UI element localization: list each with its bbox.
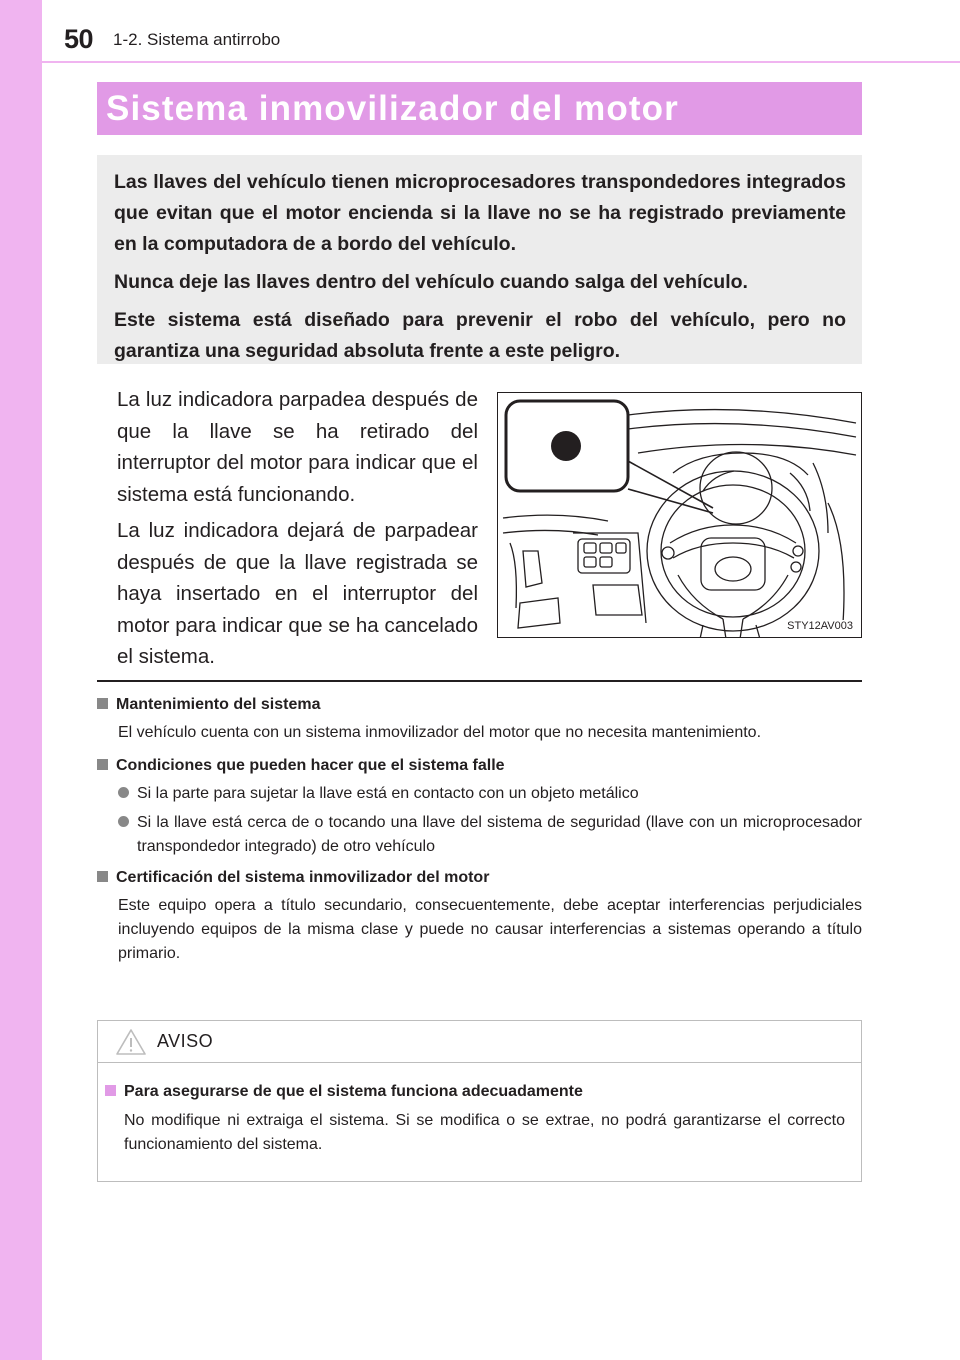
square-bullet-icon	[105, 1085, 116, 1096]
bullet-text: Si la parte para sujetar la llave está en contacto con un objeto metálico	[137, 785, 639, 802]
section-item	[97, 694, 862, 745]
steering-wheel-illustration	[497, 392, 862, 638]
body-section	[97, 694, 862, 966]
intro-paragraph: La luz indicadora dejará de parpadear después de que la llave registrada se haya insertado en el interruptor del motor para indicar que se ha cancelado el sistema.	[117, 519, 478, 668]
section-item	[97, 867, 862, 966]
circle-bullet-icon	[118, 787, 129, 798]
indicator-light-icon	[551, 431, 581, 461]
page-number: 50	[64, 24, 94, 54]
square-bullet-icon	[97, 871, 108, 882]
header-rule	[42, 61, 960, 63]
circle-bullet-icon	[118, 816, 129, 827]
warning-label: AVISO	[157, 1031, 214, 1051]
intro-text	[117, 384, 478, 678]
section-header: 1-2. Sistema antirrobo	[113, 30, 281, 49]
warning-body	[98, 1063, 861, 1157]
summary-paragraph: Las llaves del vehículo tienen microprocesadores transpondedores integrados que evitan que el motor encienda si la llave no se ha registrado previamente en la computadora de a bordo del vehículo.	[114, 171, 846, 255]
section-item	[97, 755, 862, 859]
warning-triangle-icon	[115, 1028, 147, 1056]
section-heading: Mantenimiento del sistema	[116, 696, 321, 713]
square-bullet-icon	[97, 759, 108, 770]
summary-paragraph: Nunca deje las llaves dentro del vehículo cuando salga del vehículo.	[114, 271, 748, 293]
section-heading: Certificación del sistema inmovilizador del motor	[116, 869, 490, 886]
summary-box	[97, 155, 862, 364]
side-color-strip	[0, 0, 42, 1360]
dashboard-drawing	[498, 393, 862, 638]
section-divider	[97, 680, 862, 682]
bullet-text: Si la llave está cerca de o tocando una llave del sistema de seguridad (llave con un microprocesador transpondedor integrado) de otro vehículo	[137, 814, 862, 855]
intro-paragraph: La luz indicadora parpadea después de que la llave se ha retirado del interruptor del motor para indicar que el sistema está funcionando.	[117, 388, 478, 506]
warning-heading: Para asegurarse de que el sistema funciona adecuadamente	[124, 1083, 583, 1100]
warning-header	[98, 1021, 861, 1063]
title-bar	[97, 82, 862, 135]
figure-code: STY12AV003	[787, 620, 853, 632]
bullet-item	[118, 782, 862, 806]
warning-text: No modifique ni extraiga el sistema. Si se modifica o se extrae, no podrá garantizarse el correcto funcionamiento del sistema.	[124, 1112, 845, 1153]
summary-paragraph: Este sistema está diseñado para prevenir el robo del vehículo, pero no garantiza una seguridad absoluta frente a este peligro.	[114, 309, 846, 362]
square-bullet-icon	[97, 698, 108, 709]
section-heading: Condiciones que pueden hacer que el sistema falle	[116, 757, 505, 774]
warning-box	[97, 1020, 862, 1182]
section-text: El vehículo cuenta con un sistema inmovilizador del motor que no necesita mantenimiento.	[118, 724, 762, 741]
bullet-item	[118, 811, 862, 859]
page-title: Sistema inmovilizador del motor	[106, 89, 679, 128]
section-text: Este equipo opera a título secundario, consecuentemente, debe aceptar interferencias perjudiciales incluyendo equipos de la misma clase y puede no causar interferencias a sistemas operando a título primario.	[118, 897, 862, 962]
